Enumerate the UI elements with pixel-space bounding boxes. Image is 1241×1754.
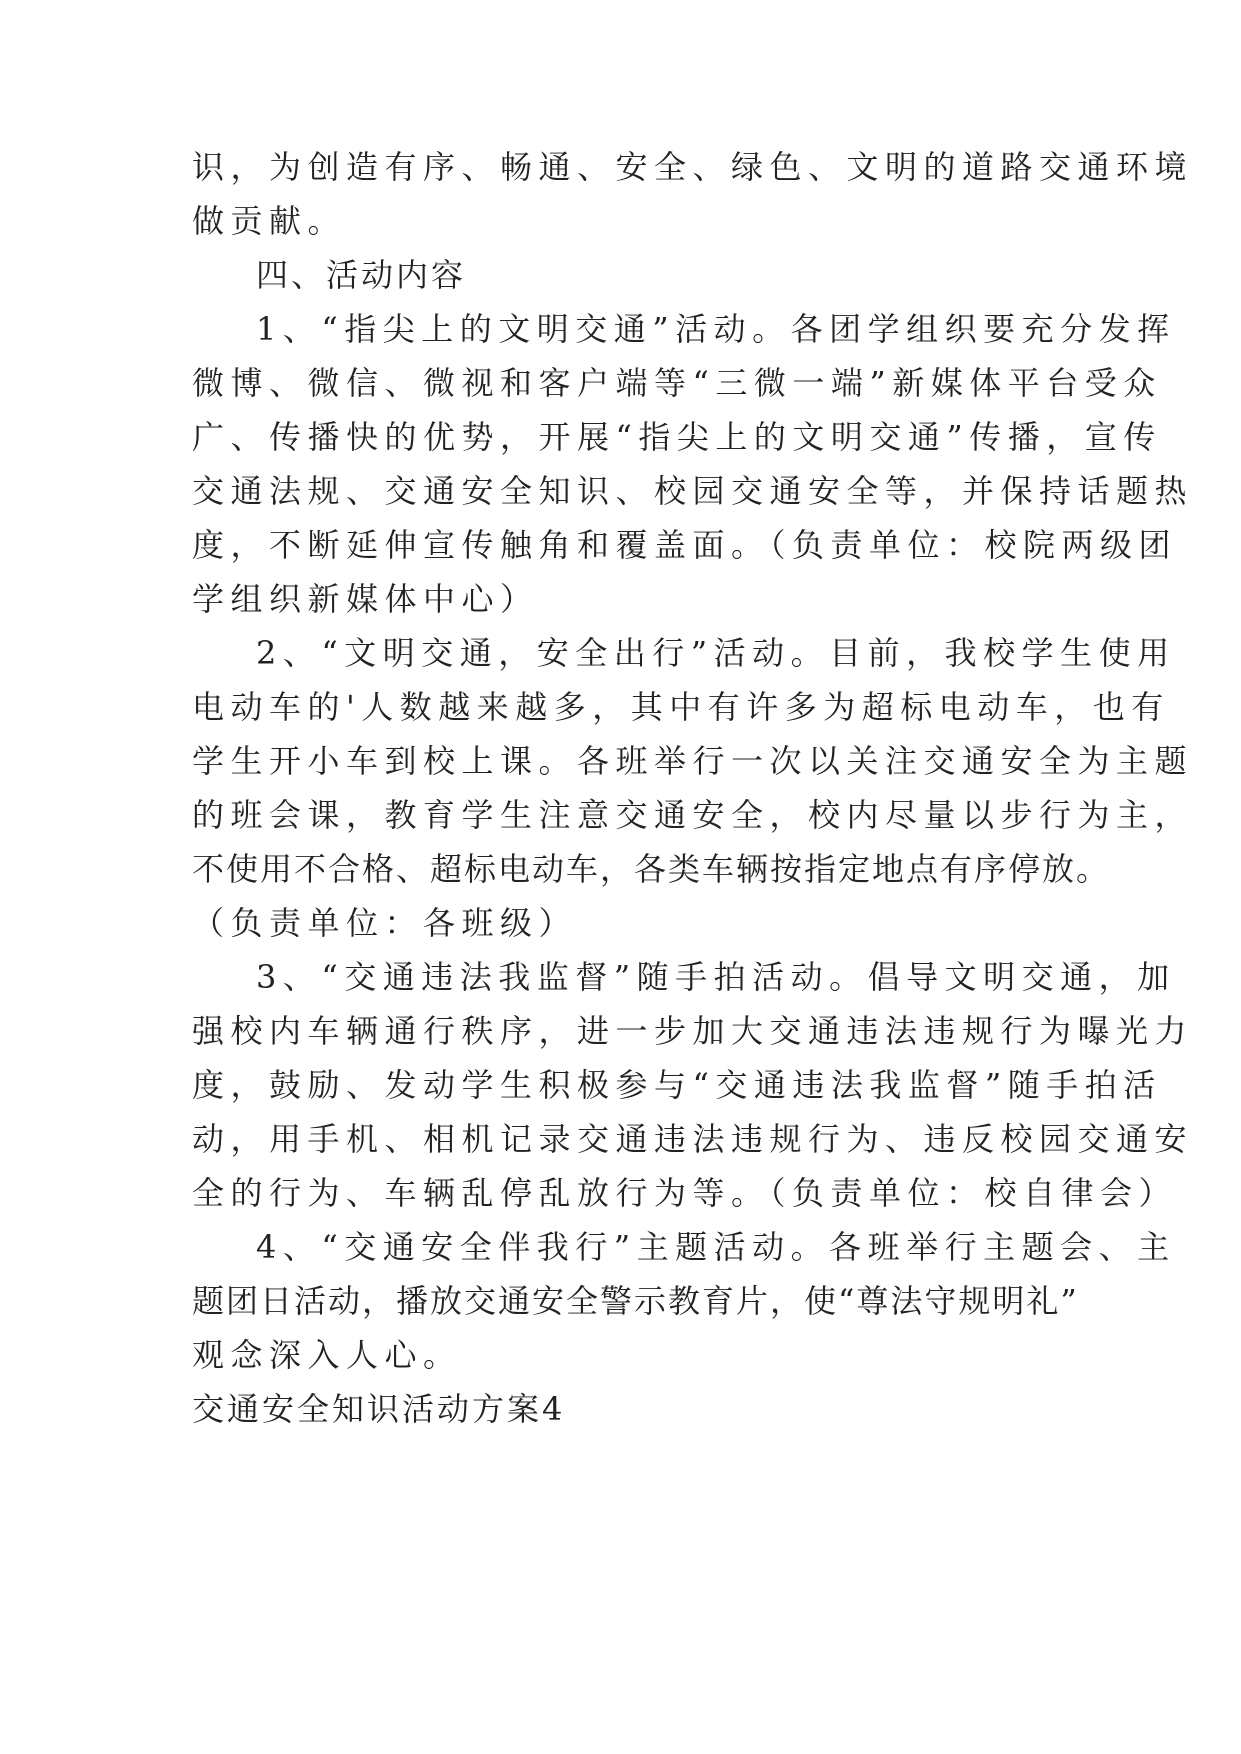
paragraph-line: 2、“文明交通，安全出行”活动。目前，我校学生使用	[256, 634, 1176, 672]
paragraph-line: 观念深入人心。	[192, 1336, 462, 1374]
paragraph-line: 的班会课，教育学生注意交通安全，校内尽量以步行为主，	[192, 796, 1194, 834]
paragraph-line: 强校内车辆通行秩序，进一步加大交通违法违规行为曝光力	[192, 1012, 1194, 1050]
document-title: 交通安全知识活动方案4	[192, 1390, 566, 1428]
section-heading: 四、活动内容	[256, 256, 467, 294]
paragraph-line: （负责单位：各班级）	[192, 904, 578, 942]
paragraph-line: 4、“交通安全伴我行”主题活动。各班举行主题会、主	[256, 1228, 1176, 1266]
paragraph-line: 动，用手机、相机记录交通违法违规行为、违反校园交通安	[192, 1120, 1194, 1158]
paragraph-line: 识，为创造有序、畅通、安全、绿色、文明的道路交通环境	[192, 148, 1194, 186]
paragraph-line: 电动车的'人数越来越多，其中有许多为超标电动车，也有	[192, 688, 1170, 726]
paragraph-line: 3、“交通违法我监督”随手拍活动。倡导文明交通，加	[256, 958, 1176, 996]
paragraph-line: 学生开小车到校上课。各班举行一次以关注交通安全为主题	[192, 742, 1194, 780]
paragraph-line: 广、传播快的优势，开展“指尖上的文明交通”传播，宣传	[192, 418, 1162, 456]
paragraph-line: 1、“指尖上的文明交通”活动。各团学组织要充分发挥	[256, 310, 1176, 348]
paragraph-line: 度，不断延伸宣传触角和覆盖面。（负责单位：校院两级团	[192, 526, 1178, 564]
paragraph-line: 不使用不合格、超标电动车，各类车辆按指定地点有序停放。	[192, 850, 1111, 888]
paragraph-line: 度，鼓励、发动学生积极参与“交通违法我监督”随手拍活	[192, 1066, 1162, 1104]
paragraph-line: 全的行为、车辆乱停乱放行为等。（负责单位：校自律会）	[192, 1174, 1178, 1212]
paragraph-line: 做贡献。	[192, 202, 347, 240]
paragraph-line: 学组织新媒体中心）	[192, 580, 539, 618]
paragraph-line: 微博、微信、微视和客户端等“三微一端”新媒体平台受众	[192, 364, 1162, 402]
paragraph-line: 题团日活动，播放交通安全警示教育片，使“尊法守规明礼”	[192, 1282, 1079, 1320]
paragraph-line: 交通法规、交通安全知识、校园交通安全等，并保持话题热	[192, 472, 1194, 510]
